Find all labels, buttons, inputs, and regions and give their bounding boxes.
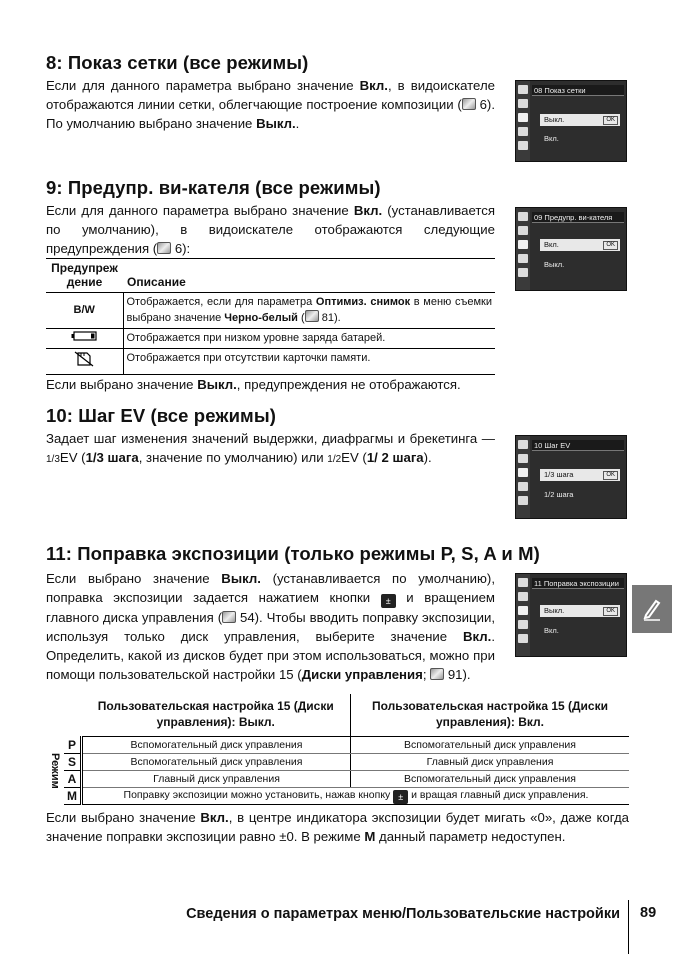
section-10-title: 10: Шаг EV (все режимы): [46, 405, 276, 426]
grid-menu-screenshot: 08 Показ сетки Выкл. OK Вкл.: [515, 80, 627, 162]
section-9-text: Если для данного параметра выбрано значение Вкл. (устанавливается по умолчанию), в видоискателе отображаются следующие предупреждения ( 6):: [46, 203, 495, 256]
mode-label: Режим: [49, 752, 61, 789]
book-icon: [305, 310, 319, 322]
book-icon: [157, 242, 171, 254]
section-11-title: 11: Поправка экспозиции (только режимы P, S, A и M): [46, 543, 540, 564]
footer-title: Сведения о параметрах меню/Пользовательские настройки: [186, 906, 620, 922]
section-10-text: Задает шаг изменения значений выдержки, диафрагмы и брекетинга — 1/3EV (1/3 шага, значение по умолчанию) или 1/2EV (1/ 2 шага).: [46, 431, 495, 465]
section-9-title: 9: Предупр. ви-кателя (все режимы): [46, 177, 381, 198]
viewfinder-warning-screenshot: 09 Предупр. ви-кателя Вкл. OK Выкл.: [515, 207, 627, 291]
book-icon: [222, 611, 236, 623]
exposure-comp-icon: ±: [393, 790, 408, 804]
section-8-text: Если для данного параметра выбрано значение Вкл., в видоискателе отображаются линии сетки, облегчающие построение композиции ( 6). По умолчанию выбрано значение Выкл..: [46, 78, 495, 131]
section-8-title: 8: Показ сетки (все режимы): [46, 52, 309, 73]
exposure-comp-screenshot: 11 Поправка экспозиции Выкл. OK Вкл.: [515, 573, 627, 657]
no-card-icon: [73, 351, 95, 367]
footer-divider: [628, 900, 629, 954]
page-number: 89: [640, 905, 657, 921]
ev-step-screenshot: 10 Шаг EV 1/3 шага OK 1/2 шага: [515, 435, 627, 519]
section-11-text: Если выбрано значение Выкл. (устанавливается по умолчанию), поправка экспозиции задается нажатием кнопки ± и вращением главного диска управления ( 54). Чтобы вводить поправку экспозиции, используя только диск управления, выберите значение Вкл.. Определить, какой из дисков будет при этом использоваться, можно при помощи пользовательской настройки 15 (Диски управления; 91).: [46, 571, 495, 682]
pencil-icon: [632, 585, 672, 633]
book-icon: [462, 98, 476, 110]
book-icon: [430, 668, 444, 680]
warnings-table: Предупреж дение Описание B/W Отображается, если для параметра Оптимиз. снимок в меню съемки выбрано значение Черно-белый ( 81). Отображается при низком уровне заряда батарей. Отображается при отсутствии карточки памяти.: [46, 258, 495, 375]
exposure-comp-icon: ±: [381, 594, 396, 608]
dial-table: Пользовательская настройка 15 (Диски управления): Выкл. Пользовательская настройка 15 (Диски управления): Вкл. Режим P Вспомогательный диск управления Вспомогательный диск управления S Вспомогательный диск управления Главный диск управления A Главный диск управления Вспомогательный диск управления M Поправку экспозиции можно установить, нажав кнопку ± и вращая главный диск управления.: [46, 694, 629, 805]
section-tab: [632, 585, 672, 633]
bw-icon: B/W: [46, 293, 123, 329]
low-battery-icon: [71, 331, 97, 341]
exposure-on-note: Если выбрано значение Вкл., в центре индикатора экспозиции будет мигать «0», даже когда значение поправки экспозиции равно ±0. В режиме M данный параметр недоступен.: [46, 810, 629, 844]
warnings-off-note: Если выбрано значение Выкл., предупреждения не отображаются.: [46, 377, 461, 392]
